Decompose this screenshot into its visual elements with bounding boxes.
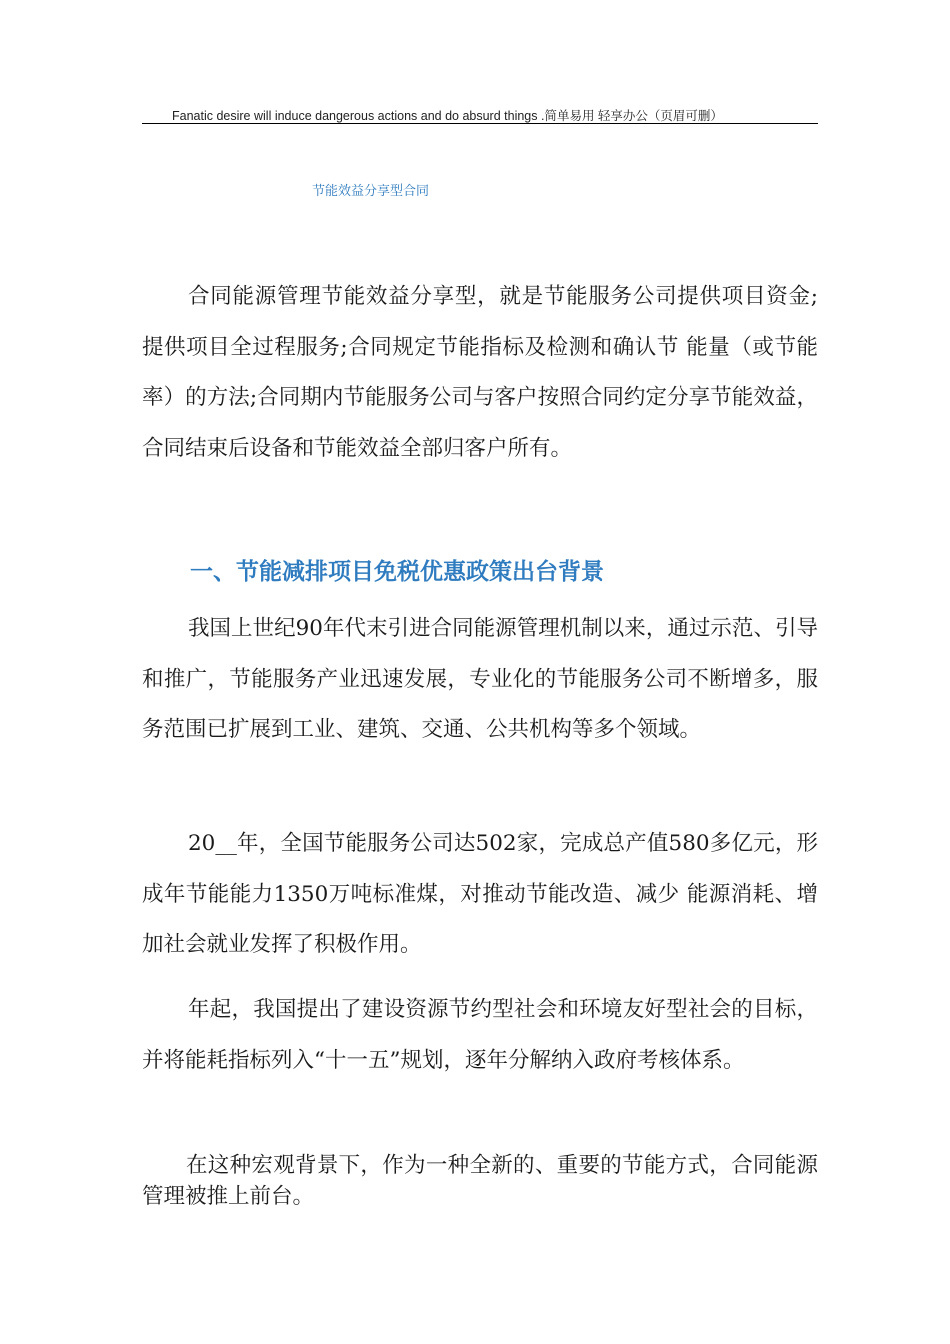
header-text: Fanatic desire will induce dangerous actions and do absurd things .简单易用 轻享办公（页眉可删） xyxy=(172,109,723,123)
document-title: 节能效益分享型合同 xyxy=(312,184,430,199)
section-heading: 一、节能减排项目免税优惠政策出台背景 xyxy=(190,559,604,585)
body-paragraph: 在这种宏观背景下，作为一种全新的、重要的节能方式，合同能源管理被推上前台。 xyxy=(142,1153,818,1209)
body-paragraph: 我国上世纪90年代末引进合同能源管理机制以来，通过示范、引导和推广，节能服务产业迅速发展，专业化的节能服务公司不断增多，服务范围已扩展到工业、建筑、交通、公共机构等多个领域。 xyxy=(142,616,818,742)
header-divider xyxy=(142,123,818,124)
body-paragraph: 年起，我国提出了建设资源节约型社会和环境友好型社会的目标，并将能耗指标列入“十一五”规划，逐年分解纳入政府考核体系。 xyxy=(142,997,818,1073)
body-paragraph: 20__年，全国节能服务公司达502家，完成总产值580多亿元，形成年节能能力1350万吨标准煤，对推动节能改造、减少 能源消耗、增加社会就业发挥了积极作用。 xyxy=(142,831,818,957)
intro-paragraph: 合同能源管理节能效益分享型，就是节能服务公司提供项目资金;提供项目全过程服务;合同规定节能指标及检测和确认节 能量（或节能率）的方法;合同期内节能服务公司与客户按照合同约定分享节能效益，合同结束后设备和节能效益全部归客户所有。 xyxy=(142,284,818,461)
